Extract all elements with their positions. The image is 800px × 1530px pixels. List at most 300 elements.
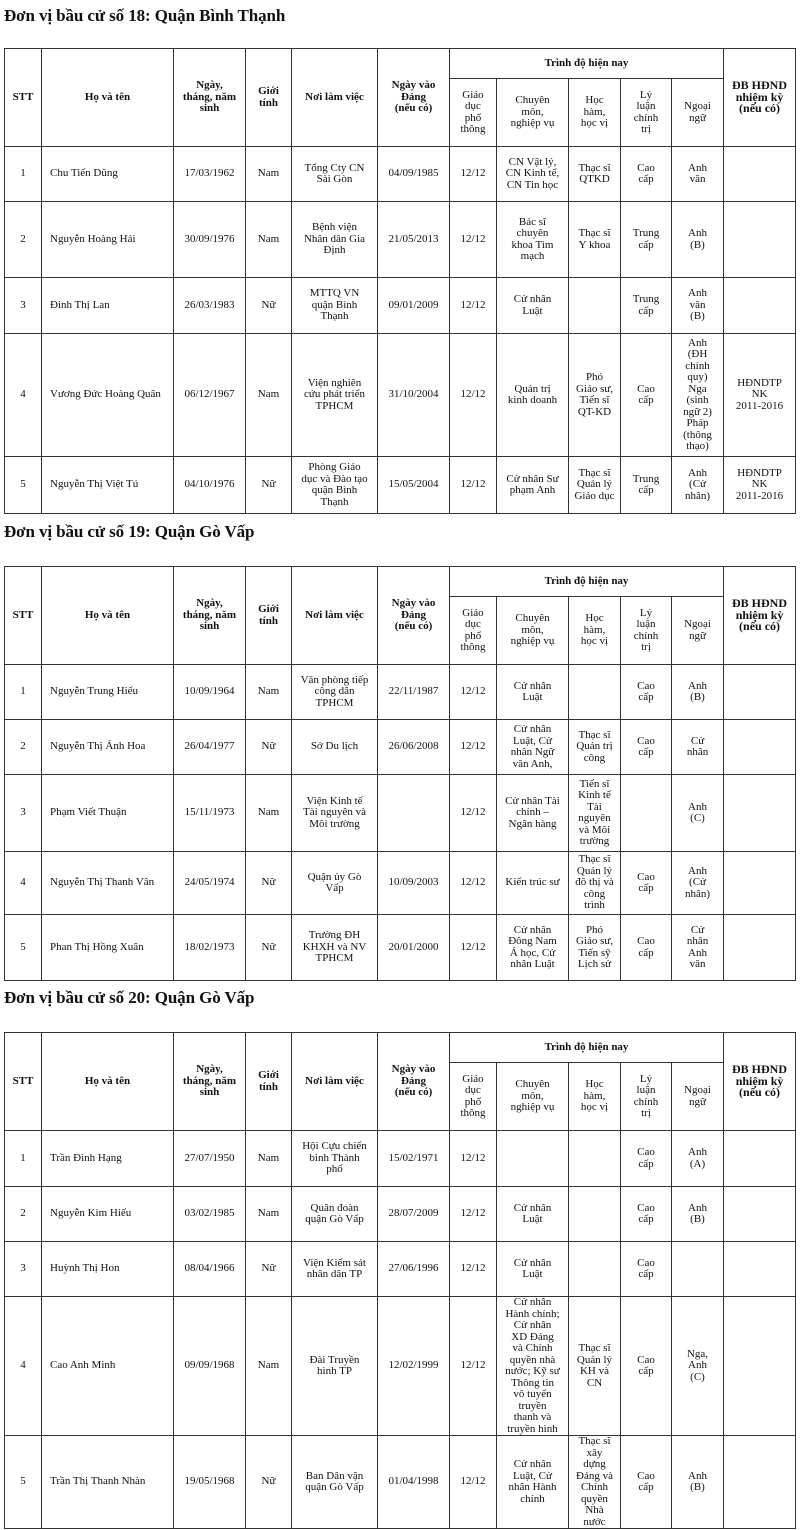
text-line: Cao — [637, 161, 655, 174]
cell-stt: 1 — [5, 665, 42, 720]
text-line: nghiệp vụ — [510, 1101, 555, 1114]
text-line: học vị — [580, 117, 609, 130]
text-line: Cử nhân — [513, 293, 552, 305]
text-line: Anh — [688, 287, 707, 300]
text-line: Quân đoàn — [310, 1201, 359, 1214]
text-line: công — [583, 887, 606, 900]
text-line: kinh doanh — [507, 394, 558, 406]
text-line: Trung — [632, 293, 660, 305]
header-dob — [174, 567, 246, 665]
text-line: Hành chính; — [505, 1307, 560, 1320]
text-line: QTKD — [579, 173, 610, 185]
text-line: Giáo — [462, 1072, 484, 1085]
text-line: Thạnh — [320, 495, 349, 508]
table-row — [5, 665, 796, 720]
cell-workplace — [292, 334, 378, 457]
text-line: Ngày vào — [391, 79, 436, 92]
text-line: (B) — [690, 1213, 705, 1225]
cell-name: Nguyễn Thị Thanh Vân — [42, 852, 174, 915]
table-row — [5, 1297, 796, 1436]
cell-workplace — [292, 1131, 378, 1187]
text-line: Trung — [632, 472, 660, 485]
text-line: Viện Kiểm sát — [303, 1256, 366, 1269]
cell-deputy — [724, 202, 796, 278]
header-degree — [569, 79, 621, 147]
table-row — [5, 147, 796, 202]
cell-major — [497, 852, 569, 915]
text-line: trình — [584, 899, 605, 912]
text-line: HĐNDTP — [737, 376, 782, 389]
cell-dob: 26/03/1983 — [174, 278, 246, 334]
text-line: binh Thành — [309, 1151, 360, 1164]
cell-deputy — [724, 1436, 796, 1529]
text-line: đô thị và — [575, 876, 614, 889]
text-line: Anh — [688, 800, 707, 813]
cell-dob: 17/03/1962 — [174, 147, 246, 202]
text-line: TPHCM — [315, 696, 354, 709]
cell-education: 12/12 — [450, 1297, 497, 1436]
text-line: CN Tin học — [506, 178, 559, 191]
text-line: mạch — [520, 250, 545, 262]
cell-party-date: 28/07/2009 — [378, 1187, 450, 1242]
text-line: công — [583, 751, 606, 764]
header-level: Trình độ hiện nay — [450, 567, 724, 597]
text-line: Thạc sĩ — [578, 227, 611, 239]
cell-name: Nguyễn Thị Việt Tú — [42, 457, 174, 514]
cell-gender: Nữ — [246, 1436, 292, 1529]
header-politics — [621, 597, 672, 665]
text-line: CN Kinh tế, — [505, 167, 560, 180]
cell-education: 12/12 — [450, 1242, 497, 1297]
text-line: CN Vật lý, — [508, 155, 557, 168]
text-line: vô tuyến — [513, 1388, 552, 1400]
header-lang — [672, 79, 724, 147]
table-row — [5, 915, 796, 981]
cell-party-date: 31/10/2004 — [378, 334, 450, 457]
text-line: ngữ — [689, 1095, 706, 1108]
cell-dob: 04/10/1976 — [174, 457, 246, 514]
cell-language — [672, 147, 724, 202]
candidate-table — [4, 48, 796, 514]
header-party — [378, 567, 450, 665]
cell-language — [672, 1242, 724, 1297]
text-line: Đảng — [400, 90, 427, 103]
cell-name: Huỳnh Thị Hon — [42, 1242, 174, 1297]
text-line: Thạc sĩ — [578, 728, 611, 741]
text-line: Cao — [637, 382, 655, 395]
header-degree — [569, 1063, 621, 1131]
text-line: phổ — [464, 1095, 482, 1108]
cell-stt: 4 — [5, 1297, 42, 1436]
table-row — [5, 278, 796, 334]
cell-language — [672, 457, 724, 514]
text-line: NK — [751, 388, 768, 401]
cell-dob: 15/11/1973 — [174, 775, 246, 852]
header-party — [378, 1033, 450, 1131]
text-line: Quản trị — [514, 382, 551, 395]
table-row — [5, 1436, 796, 1529]
header-workplace: Nơi làm việc — [292, 567, 378, 665]
text-line: cấp — [638, 238, 654, 251]
cell-politics — [621, 334, 672, 457]
header-stt: STT — [5, 1033, 42, 1131]
text-line: Lịch sử — [577, 958, 612, 970]
text-line: Quản lý — [576, 478, 613, 491]
text-line: sinh — [199, 1086, 220, 1099]
cell-education: 12/12 — [450, 775, 497, 852]
text-line: nhân — [686, 746, 709, 758]
text-line: ngữ — [689, 629, 706, 642]
text-line: Ngân hàng — [508, 817, 557, 830]
text-line: Cử nhân — [513, 1458, 552, 1470]
cell-dob: 09/09/1968 — [174, 1297, 246, 1436]
cell-dob: 10/09/1964 — [174, 665, 246, 720]
cell-workplace — [292, 1436, 378, 1529]
cell-stt: 5 — [5, 457, 42, 514]
text-line: nghiệp vụ — [510, 117, 555, 130]
cell-party-date: 12/02/1999 — [378, 1297, 450, 1436]
table-row — [5, 334, 796, 457]
cell-degree — [569, 1131, 621, 1187]
cell-major — [497, 1187, 569, 1242]
text-line: dục — [465, 1084, 481, 1096]
text-line: Ngày vào — [391, 1063, 436, 1076]
cell-education: 12/12 — [450, 334, 497, 457]
text-line: Anh — [688, 679, 707, 692]
cell-language — [672, 915, 724, 981]
section-title: Đơn vị bầu cử số 18: Quận Bình Thạnh — [4, 6, 286, 25]
text-line: truyền — [518, 1399, 547, 1412]
text-line: (B) — [690, 691, 705, 703]
cell-education: 12/12 — [450, 457, 497, 514]
cell-deputy — [724, 147, 796, 202]
header-stt: STT — [5, 567, 42, 665]
text-line: Định — [323, 244, 346, 257]
text-line: cấp — [638, 1268, 654, 1280]
cell-degree — [569, 1242, 621, 1297]
cell-dob: 30/09/1976 — [174, 202, 246, 278]
cell-politics — [621, 1131, 672, 1187]
text-line: học vị — [580, 635, 609, 648]
text-line: khoa Tim — [511, 238, 554, 251]
cell-name: Phạm Viết Thuận — [42, 775, 174, 852]
text-line: TPHCM — [315, 952, 354, 965]
text-line: (A) — [689, 1157, 706, 1170]
cell-deputy — [724, 775, 796, 852]
text-line: Luật — [522, 691, 543, 703]
cell-degree — [569, 720, 621, 775]
text-line: Cử nhân — [513, 1256, 552, 1269]
header-dob — [174, 49, 246, 147]
cell-name: Trần Đình Hạng — [42, 1131, 174, 1187]
text-line: HĐNDTP — [737, 466, 782, 479]
header-name: Họ và tên — [42, 49, 174, 147]
text-line: Ngoại — [684, 618, 711, 630]
cell-major — [497, 915, 569, 981]
text-line: thanh và — [513, 1411, 552, 1423]
text-line: Giới — [258, 85, 279, 97]
cell-education: 12/12 — [450, 1436, 497, 1529]
text-line: Luật, Cử — [513, 734, 552, 747]
text-line: Giáo sư, — [575, 935, 614, 947]
text-line: tháng, năm — [182, 1074, 237, 1087]
cell-workplace — [292, 852, 378, 915]
text-line: Đảng và — [576, 1469, 613, 1482]
cell-major — [497, 457, 569, 514]
text-line: Giáo dục — [574, 489, 615, 502]
header-stt: STT — [5, 49, 42, 147]
text-line: (B) — [690, 1481, 705, 1493]
text-line: Chính — [581, 1481, 608, 1493]
text-line: nguyên — [578, 812, 611, 824]
cell-name: Phan Thị Hồng Xuân — [42, 915, 174, 981]
cell-name: Nguyễn Thị Ánh Hoa — [42, 720, 174, 775]
cell-dob: 26/04/1977 — [174, 720, 246, 775]
text-line: Ngày, — [196, 597, 223, 610]
cell-workplace — [292, 665, 378, 720]
text-line: Viện nghiên — [307, 376, 362, 389]
cell-politics — [621, 915, 672, 981]
cell-politics — [621, 775, 672, 852]
text-line: Ngoại — [684, 1084, 711, 1096]
text-line: môn, — [521, 105, 544, 118]
text-line: (nếu có) — [739, 1085, 781, 1100]
cell-workplace — [292, 1242, 378, 1297]
cell-degree — [569, 1436, 621, 1529]
header-deputy — [724, 567, 796, 665]
cell-party-date: 26/06/2008 — [378, 720, 450, 775]
text-line: công dân — [314, 685, 355, 698]
text-line: Trung — [632, 227, 660, 239]
table-row — [5, 202, 796, 278]
cell-degree — [569, 147, 621, 202]
text-line: cấp — [638, 173, 654, 185]
cell-language — [672, 1297, 724, 1436]
text-line: quyền nhà — [509, 1353, 556, 1366]
cell-deputy — [724, 334, 796, 457]
text-line: cấp — [638, 394, 654, 406]
header-workplace: Nơi làm việc — [292, 1033, 378, 1131]
text-line: ngữ — [689, 111, 706, 124]
text-line: Tổng Cty CN — [304, 161, 365, 174]
text-line: phổ — [464, 629, 482, 642]
cell-major — [497, 202, 569, 278]
header-edu — [450, 597, 497, 665]
text-line: Luật, Cử — [513, 1469, 552, 1482]
text-line: Đảng — [400, 1074, 427, 1087]
text-line: Cử nhân — [513, 679, 552, 692]
cell-gender: Nữ — [246, 852, 292, 915]
text-line: Nga, — [686, 1347, 709, 1360]
text-line: nhiệm kỳ — [735, 89, 784, 104]
text-line: học vị — [580, 1101, 609, 1114]
cell-deputy — [724, 915, 796, 981]
text-line: cấp — [638, 304, 654, 317]
text-line: Ngày, — [196, 1063, 223, 1076]
cell-gender: Nam — [246, 665, 292, 720]
text-line: Thạc sĩ — [578, 161, 611, 174]
cell-major — [497, 720, 569, 775]
cell-politics — [621, 1297, 672, 1436]
text-line: phạm Anh — [509, 484, 556, 496]
cell-gender: Nữ — [246, 457, 292, 514]
cell-education: 12/12 — [450, 852, 497, 915]
text-line: Cử nhân — [513, 923, 552, 936]
text-line: tính — [259, 614, 278, 627]
text-line: ngữ 2) — [683, 405, 712, 418]
text-line: Phó — [585, 923, 604, 936]
cell-degree — [569, 202, 621, 278]
text-line: QT-KD — [577, 405, 612, 418]
text-line: ĐB HĐND — [732, 78, 788, 93]
text-line: ĐB HĐND — [732, 1062, 788, 1077]
header-edu — [450, 1063, 497, 1131]
cell-major — [497, 278, 569, 334]
cell-degree — [569, 1297, 621, 1436]
text-line: trị — [641, 1107, 651, 1119]
text-line: chính — [520, 1492, 545, 1505]
text-line: Tiến sĩ — [579, 394, 610, 406]
text-line: Cao — [637, 1146, 655, 1158]
text-line: quận Gò Vấp — [305, 1213, 364, 1225]
cell-workplace — [292, 278, 378, 334]
text-line: Giáo — [462, 88, 484, 101]
cell-major — [497, 775, 569, 852]
text-line: và Môi — [578, 823, 611, 836]
text-line: thông — [460, 123, 486, 135]
cell-gender: Nữ — [246, 915, 292, 981]
text-line: Anh — [688, 466, 707, 479]
text-line: Anh — [688, 1359, 707, 1372]
text-line: quận Gò Vấp — [305, 1481, 364, 1493]
cell-gender: Nữ — [246, 278, 292, 334]
text-line: tháng, năm — [182, 90, 237, 103]
text-line: hàm, — [583, 105, 606, 118]
text-line: Luật — [522, 1268, 543, 1280]
cell-deputy — [724, 278, 796, 334]
header-deputy — [724, 49, 796, 147]
cell-language — [672, 1131, 724, 1187]
text-line: Ngày, — [196, 79, 223, 92]
text-line: Anh — [688, 946, 707, 959]
text-line: (Cử — [689, 478, 706, 491]
text-line: Tài — [587, 800, 602, 813]
text-line: văn — [689, 958, 706, 970]
header-name: Họ và tên — [42, 1033, 174, 1131]
cell-deputy — [724, 1187, 796, 1242]
text-line: Cử — [690, 734, 705, 747]
text-line: phố — [326, 1163, 343, 1176]
text-line: Nga — [688, 382, 707, 395]
text-line: Lý — [639, 606, 653, 619]
cell-gender: Nữ — [246, 1242, 292, 1297]
text-line: Luật — [522, 304, 543, 317]
text-line: Cao — [637, 1353, 655, 1366]
text-line: (nếu có) — [739, 619, 781, 634]
cell-politics — [621, 665, 672, 720]
text-line: (C) — [690, 1370, 705, 1383]
text-line: Pháp — [686, 417, 709, 429]
text-line: nhiệm kỳ — [735, 607, 784, 622]
header-degree — [569, 597, 621, 665]
header-gender — [246, 49, 292, 147]
text-line: trường — [579, 835, 610, 847]
text-line: Đông Nam — [508, 935, 557, 947]
cell-dob: 03/02/1985 — [174, 1187, 246, 1242]
text-line: Lý — [639, 88, 653, 101]
text-line: cấp — [638, 484, 654, 496]
text-line: tháng, năm — [182, 608, 237, 621]
text-line: cấp — [638, 1157, 654, 1170]
text-line: Y khoa — [578, 238, 611, 251]
text-line: Luật — [522, 1213, 543, 1225]
text-line: Anh — [688, 1146, 707, 1158]
text-line: (nếu có) — [394, 102, 433, 115]
text-line: (nếu có) — [394, 1086, 433, 1099]
table-row — [5, 852, 796, 915]
cell-education: 12/12 — [450, 202, 497, 278]
cell-name: Trần Thị Thanh Nhàn — [42, 1436, 174, 1529]
cell-major — [497, 1131, 569, 1187]
text-line: Thạc sĩ — [578, 1342, 611, 1354]
cell-education: 12/12 — [450, 147, 497, 202]
cell-degree — [569, 1187, 621, 1242]
cell-language — [672, 720, 724, 775]
cell-party-date: 04/09/1985 — [378, 147, 450, 202]
text-line: nghiệp vụ — [510, 635, 555, 648]
text-line: chính — [633, 1095, 659, 1108]
text-line: văn Anh, — [512, 757, 553, 770]
text-line: chính — [633, 629, 659, 642]
text-line: Vấp — [325, 882, 344, 894]
table-row — [5, 775, 796, 852]
cell-name: Vương Đức Hoàng Quân — [42, 334, 174, 457]
text-line: hàm, — [583, 623, 606, 636]
table-row — [5, 720, 796, 775]
table-row — [5, 1242, 796, 1297]
text-line: nhiệm kỳ — [735, 1073, 784, 1088]
cell-dob: 08/04/1966 — [174, 1242, 246, 1297]
text-line: Giới — [258, 603, 279, 615]
cell-gender: Nữ — [246, 720, 292, 775]
text-line: Anh — [688, 227, 707, 239]
text-line: chính — [633, 111, 659, 124]
cell-workplace — [292, 1297, 378, 1436]
text-line: quận Bình — [311, 484, 358, 496]
text-line: nước — [583, 1515, 606, 1528]
text-line: Anh — [688, 1469, 707, 1482]
text-line: phổ — [464, 111, 482, 124]
text-line: Cử nhân — [513, 1296, 552, 1308]
text-line: Môi trường — [309, 817, 360, 830]
text-line: Trường ĐH — [308, 929, 361, 942]
text-line: Cao — [637, 935, 655, 947]
cell-language — [672, 1187, 724, 1242]
cell-party-date: 20/01/2000 — [378, 915, 450, 981]
text-line: Chuyên — [515, 94, 550, 107]
text-line: Đài Truyền — [309, 1353, 360, 1366]
cell-politics — [621, 1242, 672, 1297]
text-line: nhân — [686, 935, 709, 947]
text-line: (C) — [690, 812, 705, 824]
text-line: thạo) — [686, 440, 709, 452]
cell-language — [672, 852, 724, 915]
cell-name: Nguyễn Hoàng Hải — [42, 202, 174, 278]
cell-language — [672, 278, 724, 334]
text-line: Phòng Giáo — [308, 461, 361, 473]
cell-politics — [621, 202, 672, 278]
table-row — [5, 457, 796, 514]
